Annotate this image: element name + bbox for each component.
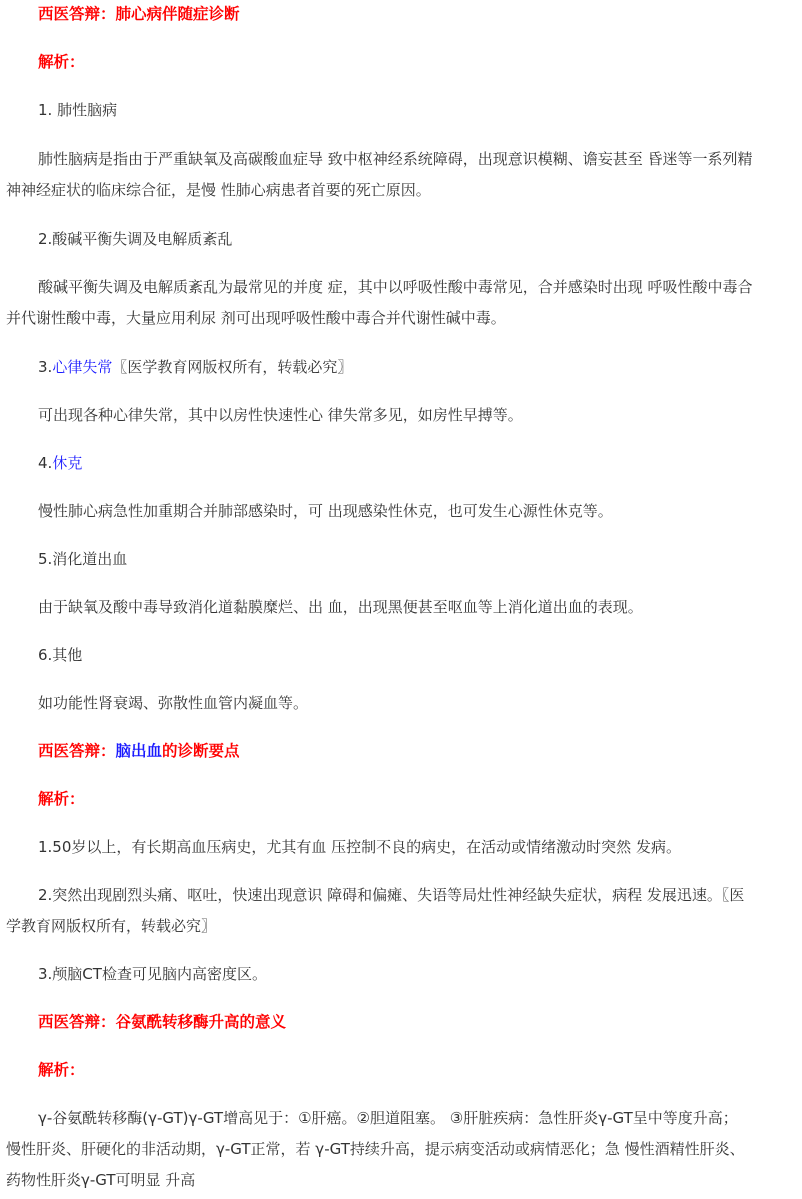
section-heading-cerebral-hemorrhage — [0, 741, 802, 761]
heading-title: 谷氨酰转移酶升高的意义 — [115, 1013, 287, 1031]
analysis-label: 解析： — [38, 53, 85, 71]
copyright-notice: 〖医学教育网版权所有，转载必究〗 — [112, 358, 353, 376]
paragraph-line: 慢性肝炎、肝硬化的非活动期，γ-GT正常，若 γ-GT持续升高，提示病变活动或病情恶化；急 慢性酒精性肝炎、 — [6, 1140, 745, 1158]
cerebral-hemorrhage-link[interactable]: 脑出血 — [115, 742, 163, 760]
paragraph-line: 学教育网版权所有，转载必究〗 — [6, 917, 217, 935]
item-title — [0, 453, 802, 473]
paragraph-line: 慢性肺心病急性加重期合并肺部感染时，可 出现感染性休克，也可发生心源性休克等。 — [38, 502, 613, 520]
paragraph-line: 如功能性肾衰竭、弥散性血管内凝血等。 — [38, 694, 309, 712]
analysis-label: 解析： — [38, 1061, 85, 1079]
paragraph-line: 药物性肝炎γ-GT可明显 升高 — [6, 1171, 196, 1189]
analysis-label: 解析： — [38, 790, 85, 808]
arrhythmia-link[interactable]: 心律失常 — [52, 358, 113, 376]
item-title — [0, 357, 802, 377]
heading-prefix: 西医答辩： — [38, 1013, 116, 1031]
item-title: 5.消化道出血 — [38, 550, 128, 568]
item-title: 6.其他 — [38, 646, 83, 664]
paragraph-line: 2.突然出现剧烈头痛、呕吐，快速出现意识 障碍和偏瘫、失语等局灶性神经缺失症状，病程 发展迅速。〖医 — [38, 886, 745, 904]
item-number: 3. — [38, 358, 53, 376]
paragraph-line: γ-谷氨酰转移酶(γ-GT)γ-GT增高见于：①肝癌。②胆道阻塞。 ③肝脏疾病：急性肝炎γ-GT呈中等度升高； — [38, 1109, 738, 1127]
shock-link[interactable]: 休克 — [52, 454, 83, 472]
section-heading-ggt — [0, 1012, 802, 1032]
paragraph-line: 酸碱平衡失调及电解质紊乱为最常见的并度 症，其中以呼吸性酸中毒常见，合并感染时出现 呼吸性酸中毒合 — [38, 278, 753, 296]
item-title: 1. 肺性脑病 — [38, 101, 118, 119]
heading-title: 肺心病伴随症诊断 — [115, 5, 240, 23]
heading-prefix: 西医答辩： — [38, 742, 116, 760]
paragraph-line: 并代谢性酸中毒，大量应用利尿 剂可出现呼吸性酸中毒合并代谢性碱中毒。 — [6, 309, 506, 327]
section-heading-pulmonary-heart — [0, 4, 802, 24]
heading-prefix: 西医答辩： — [38, 5, 116, 23]
item-title: 2.酸碱平衡失调及电解质紊乱 — [38, 230, 233, 248]
paragraph-line: 肺性脑病是指由于严重缺氧及高碳酸血症导 致中枢神经系统障碍，出现意识模糊、谵妄甚至 昏迷等一系列精 — [38, 150, 753, 168]
paragraph-line: 可出现各种心律失常，其中以房性快速性心 律失常多见，如房性早搏等。 — [38, 406, 523, 424]
paragraph-line: 由于缺氧及酸中毒导致消化道黏膜糜烂、出 血，出现黑便甚至呕血等上消化道出血的表现。 — [38, 598, 643, 616]
item-number: 4. — [38, 454, 53, 472]
paragraph-line: 1.50岁以上，有长期高血压病史，尤其有血 压控制不良的病史，在活动或情绪激动时突然 发病。 — [38, 838, 681, 856]
heading-title: 的诊断要点 — [162, 742, 240, 760]
paragraph-line: 3.颅脑CT检查可见脑内高密度区。 — [38, 965, 267, 983]
paragraph-line: 神神经症状的临床综合征，是慢 性肺心病患者首要的死亡原因。 — [6, 181, 431, 199]
